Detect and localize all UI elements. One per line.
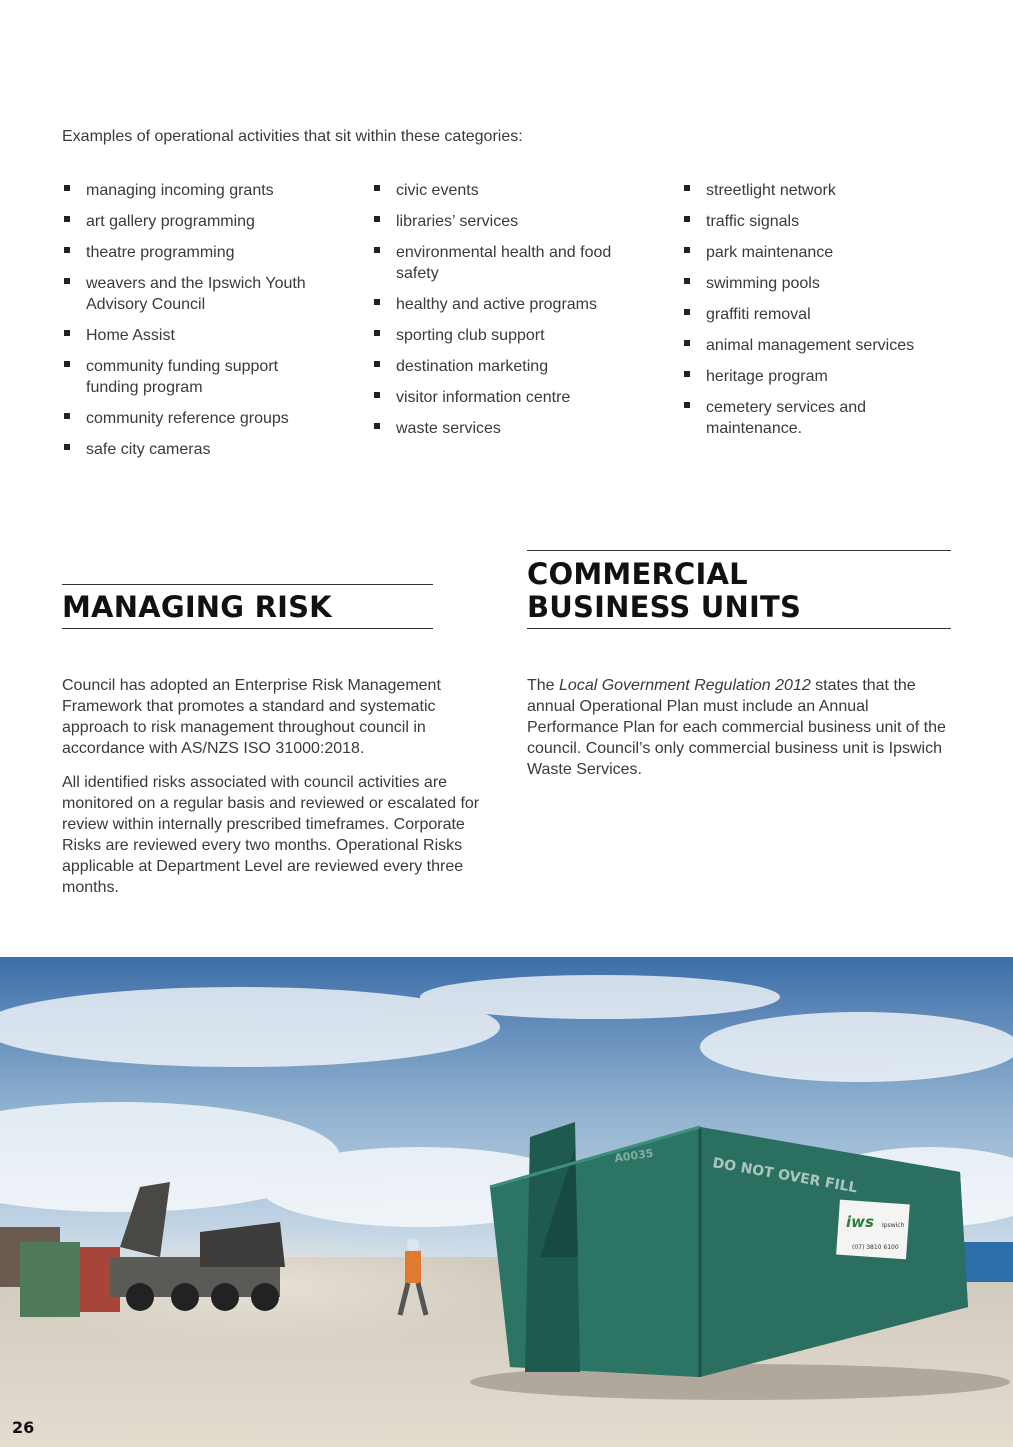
- commercial-text-end: states that the annual Operational Plan must include an Annual Performance Plan for each commercial business unit of the council. Council’s only commercial business unit is Ipswich Waste Services.: [527, 677, 946, 778]
- list-item: community funding support funding program: [62, 356, 332, 398]
- risk-paragraph-2: All identified risks associated with council activities are monitored on a regular basis and reviewed or escalated for review within internally prescribed timeframes. Corporate Risks are reviewed every two months. Operational Risks applicable at Department Level are reviewed every three months.: [62, 774, 480, 896]
- list-item: libraries’ services: [372, 211, 642, 232]
- intro-text: Examples of operational activities that sit within these categories:: [62, 128, 523, 145]
- commercial-heading-line1: COMMERCIAL: [527, 557, 748, 591]
- list-item: environmental health and food safety: [372, 242, 642, 284]
- list-item: visitor information centre: [372, 387, 642, 408]
- waste-bin-photo: [0, 957, 1013, 1447]
- list-item: traffic signals: [682, 211, 952, 232]
- list-item: weavers and the Ipswich Youth Advisory Council: [62, 273, 332, 315]
- commercial-text-start: The: [527, 677, 560, 694]
- commercial-paragraph: [527, 675, 947, 780]
- managing-risk-heading-block: [62, 584, 433, 629]
- activity-list-col2: [372, 180, 642, 449]
- list-item: graffiti removal: [682, 304, 952, 325]
- list-item: theatre programming: [62, 242, 332, 263]
- activity-list-col1: [62, 180, 332, 470]
- list-item: swimming pools: [682, 273, 952, 294]
- bin-label-text: DO NOT OVER FILL: [711, 1155, 859, 1197]
- list-item: animal management services: [682, 335, 952, 356]
- sign-phone-text: (07) 3810 6100: [852, 1244, 899, 1251]
- iws-logo-text: iws: [846, 1213, 874, 1231]
- list-item: healthy and active programs: [372, 294, 642, 315]
- activity-list-col3: [682, 180, 952, 449]
- commercial-heading-block: [527, 550, 951, 629]
- list-item: heritage program: [682, 366, 952, 387]
- list-item: art gallery programming: [62, 211, 332, 232]
- list-item: community reference groups: [62, 408, 332, 429]
- list-item: civic events: [372, 180, 642, 201]
- list-item: Home Assist: [62, 325, 332, 346]
- photo-illustration: [0, 957, 1013, 1447]
- bin-number-text: A0035: [613, 1146, 655, 1165]
- list-item: safe city cameras: [62, 439, 332, 460]
- sign-city-text: Ipswich: [882, 1222, 905, 1229]
- list-item: cemetery services and maintenance.: [682, 397, 952, 439]
- commercial-heading: [527, 551, 951, 624]
- risk-paragraph-1: Council has adopted an Enterprise Risk Management Framework that promotes a standard and systematic approach to risk management throughout council in accordance with AS/NZS ISO 31000:2018.: [62, 677, 441, 757]
- managing-risk-heading: MANAGING RISK: [62, 590, 332, 624]
- page-number: 26: [12, 1418, 35, 1437]
- list-item: waste services: [372, 418, 642, 439]
- list-item: sporting club support: [372, 325, 642, 346]
- iws-sign: [836, 1200, 910, 1260]
- list-item: managing incoming grants: [62, 180, 332, 201]
- list-item: destination marketing: [372, 356, 642, 377]
- regulation-title: Local Government Regulation 2012: [559, 677, 811, 694]
- list-item: park maintenance: [682, 242, 952, 263]
- list-item: streetlight network: [682, 180, 952, 201]
- commercial-heading-line2: BUSINESS UNITS: [527, 590, 802, 624]
